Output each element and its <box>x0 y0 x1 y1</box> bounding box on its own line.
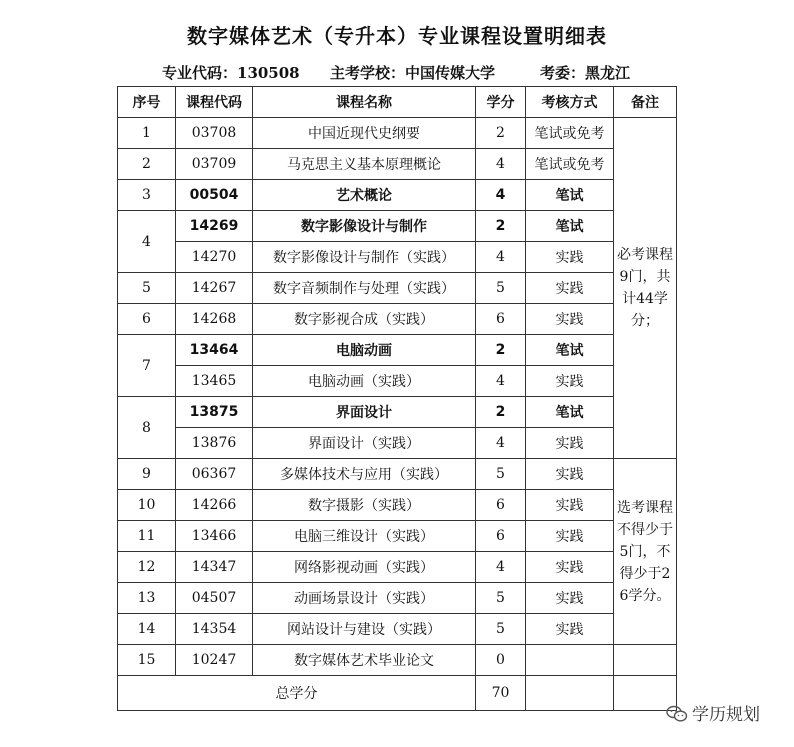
cell-credit: 5 <box>476 614 526 645</box>
major-code: 专业代码：130508 <box>162 64 300 82</box>
watermark-text: 学历规划 <box>692 705 760 725</box>
cell-no: 4 <box>118 211 176 273</box>
cell-credit: 6 <box>476 521 526 552</box>
cell-no: 1 <box>118 118 176 149</box>
cell-no: 5 <box>118 273 176 304</box>
cell-no: 3 <box>118 180 176 211</box>
cell-exam: 实践 <box>526 490 614 521</box>
cell-name: 数字音频制作与处理（实践） <box>253 273 476 304</box>
table-row <box>118 149 677 180</box>
cell-code: 03708 <box>176 118 253 149</box>
cell-no: 14 <box>118 614 176 645</box>
cell-exam: 笔试 <box>526 211 614 242</box>
cell-no: 9 <box>118 459 176 490</box>
cell-exam <box>526 645 614 676</box>
table-row <box>118 614 677 645</box>
table-row <box>118 304 677 335</box>
cell-no: 6 <box>118 304 176 335</box>
cell-name: 界面设计 <box>253 397 476 428</box>
table-row <box>118 211 677 242</box>
table-row <box>118 180 677 211</box>
cell-no: 2 <box>118 149 176 180</box>
watermark <box>666 700 760 725</box>
cell-name: 界面设计（实践） <box>253 428 476 459</box>
cell-credit: 4 <box>476 428 526 459</box>
cell-name: 数字影视合成（实践） <box>253 304 476 335</box>
note-required: 必考课程9门，共计44学分； <box>614 118 677 459</box>
cell-code: 00504 <box>176 180 253 211</box>
cell-name: 中国近现代史纲要 <box>253 118 476 149</box>
cell-code: 14269 <box>176 211 253 242</box>
cell-name: 动画场景设计（实践） <box>253 583 476 614</box>
cell-credit: 4 <box>476 242 526 273</box>
cell-exam: 实践 <box>526 428 614 459</box>
table-row <box>118 397 677 428</box>
table-row <box>118 273 677 304</box>
cell-credit: 2 <box>476 118 526 149</box>
cell-exam: 实践 <box>526 552 614 583</box>
cell-name: 电脑三维设计（实践） <box>253 521 476 552</box>
cell-name: 马克思主义基本原理概论 <box>253 149 476 180</box>
cell-credit: 0 <box>476 645 526 676</box>
cell-no: 12 <box>118 552 176 583</box>
course-table <box>117 86 677 711</box>
cell-code: 14267 <box>176 273 253 304</box>
cell-credit: 4 <box>476 180 526 211</box>
cell-exam: 实践 <box>526 273 614 304</box>
header-name: 课程名称 <box>253 87 476 118</box>
cell-exam: 实践 <box>526 459 614 490</box>
cell-name: 数字摄影（实践） <box>253 490 476 521</box>
page-title: 数字媒体艺术（专升本）专业课程设置明细表 <box>187 24 607 48</box>
cell-exam: 实践 <box>526 242 614 273</box>
cell-no: 10 <box>118 490 176 521</box>
note-elective: 选考课程不得少于5门，不得少于26学分。 <box>614 459 677 645</box>
table-row <box>118 552 677 583</box>
table-row <box>118 521 677 552</box>
cell-exam: 实践 <box>526 304 614 335</box>
header-exam: 考核方式 <box>526 87 614 118</box>
total-row <box>118 676 677 711</box>
cell-name: 艺术概论 <box>253 180 476 211</box>
table-row <box>118 428 677 459</box>
cell-exam: 实践 <box>526 366 614 397</box>
cell-code: 04507 <box>176 583 253 614</box>
cell-credit: 6 <box>476 490 526 521</box>
table-row <box>118 459 677 490</box>
table-row <box>118 335 677 366</box>
cell-code: 13466 <box>176 521 253 552</box>
cell-exam: 笔试或免考 <box>526 149 614 180</box>
cell-credit: 4 <box>476 552 526 583</box>
cell-credit: 5 <box>476 583 526 614</box>
cell-name: 电脑动画 <box>253 335 476 366</box>
cell-credit: 2 <box>476 397 526 428</box>
total-value: 70 <box>476 676 526 711</box>
table-row <box>118 583 677 614</box>
header-code: 课程代码 <box>176 87 253 118</box>
cell-name: 电脑动画（实践） <box>253 366 476 397</box>
cell-code: 14270 <box>176 242 253 273</box>
header-no: 序号 <box>118 87 176 118</box>
cell-name: 多媒体技术与应用（实践） <box>253 459 476 490</box>
cell-code: 13876 <box>176 428 253 459</box>
cell-code: 03709 <box>176 149 253 180</box>
cell-code: 13875 <box>176 397 253 428</box>
exam-school: 主考学校：中国传媒大学 <box>330 64 496 82</box>
cell-exam: 笔试或免考 <box>526 118 614 149</box>
header-credit: 学分 <box>476 87 526 118</box>
wechat-icon <box>666 705 688 723</box>
table-row <box>118 490 677 521</box>
cell-code: 06367 <box>176 459 253 490</box>
cell-credit: 5 <box>476 459 526 490</box>
cell-exam: 实践 <box>526 614 614 645</box>
cell-code: 14268 <box>176 304 253 335</box>
total-label: 总学分 <box>118 676 476 711</box>
cell-no: 11 <box>118 521 176 552</box>
cell-name: 数字媒体艺术毕业论文 <box>253 645 476 676</box>
cell-code: 14266 <box>176 490 253 521</box>
cell-name: 网站设计与建设（实践） <box>253 614 476 645</box>
table-row <box>118 645 677 676</box>
cell-credit: 5 <box>476 273 526 304</box>
table-header-row <box>118 87 677 118</box>
cell-name: 网络影视动画（实践） <box>253 552 476 583</box>
exam-board: 考委：黑龙江 <box>540 64 631 82</box>
cell-code: 14354 <box>176 614 253 645</box>
cell-exam: 笔试 <box>526 397 614 428</box>
cell-no: 13 <box>118 583 176 614</box>
cell-code: 13465 <box>176 366 253 397</box>
cell-code: 14347 <box>176 552 253 583</box>
cell-exam: 笔试 <box>526 180 614 211</box>
cell-exam: 笔试 <box>526 335 614 366</box>
cell-name: 数字影像设计与制作（实践） <box>253 242 476 273</box>
cell-credit: 2 <box>476 335 526 366</box>
total-empty-exam <box>526 676 614 711</box>
cell-exam: 实践 <box>526 521 614 552</box>
cell-credit: 2 <box>476 211 526 242</box>
table-row <box>118 118 677 149</box>
cell-credit: 6 <box>476 304 526 335</box>
cell-no: 15 <box>118 645 176 676</box>
table-row <box>118 242 677 273</box>
cell-credit: 4 <box>476 366 526 397</box>
cell-exam: 实践 <box>526 583 614 614</box>
table-row <box>118 366 677 397</box>
cell-name: 数字影像设计与制作 <box>253 211 476 242</box>
cell-credit: 4 <box>476 149 526 180</box>
cell-code: 13464 <box>176 335 253 366</box>
cell-note-empty <box>614 645 677 676</box>
header-note: 备注 <box>614 87 677 118</box>
cell-code: 10247 <box>176 645 253 676</box>
cell-no: 7 <box>118 335 176 397</box>
cell-no: 8 <box>118 397 176 459</box>
